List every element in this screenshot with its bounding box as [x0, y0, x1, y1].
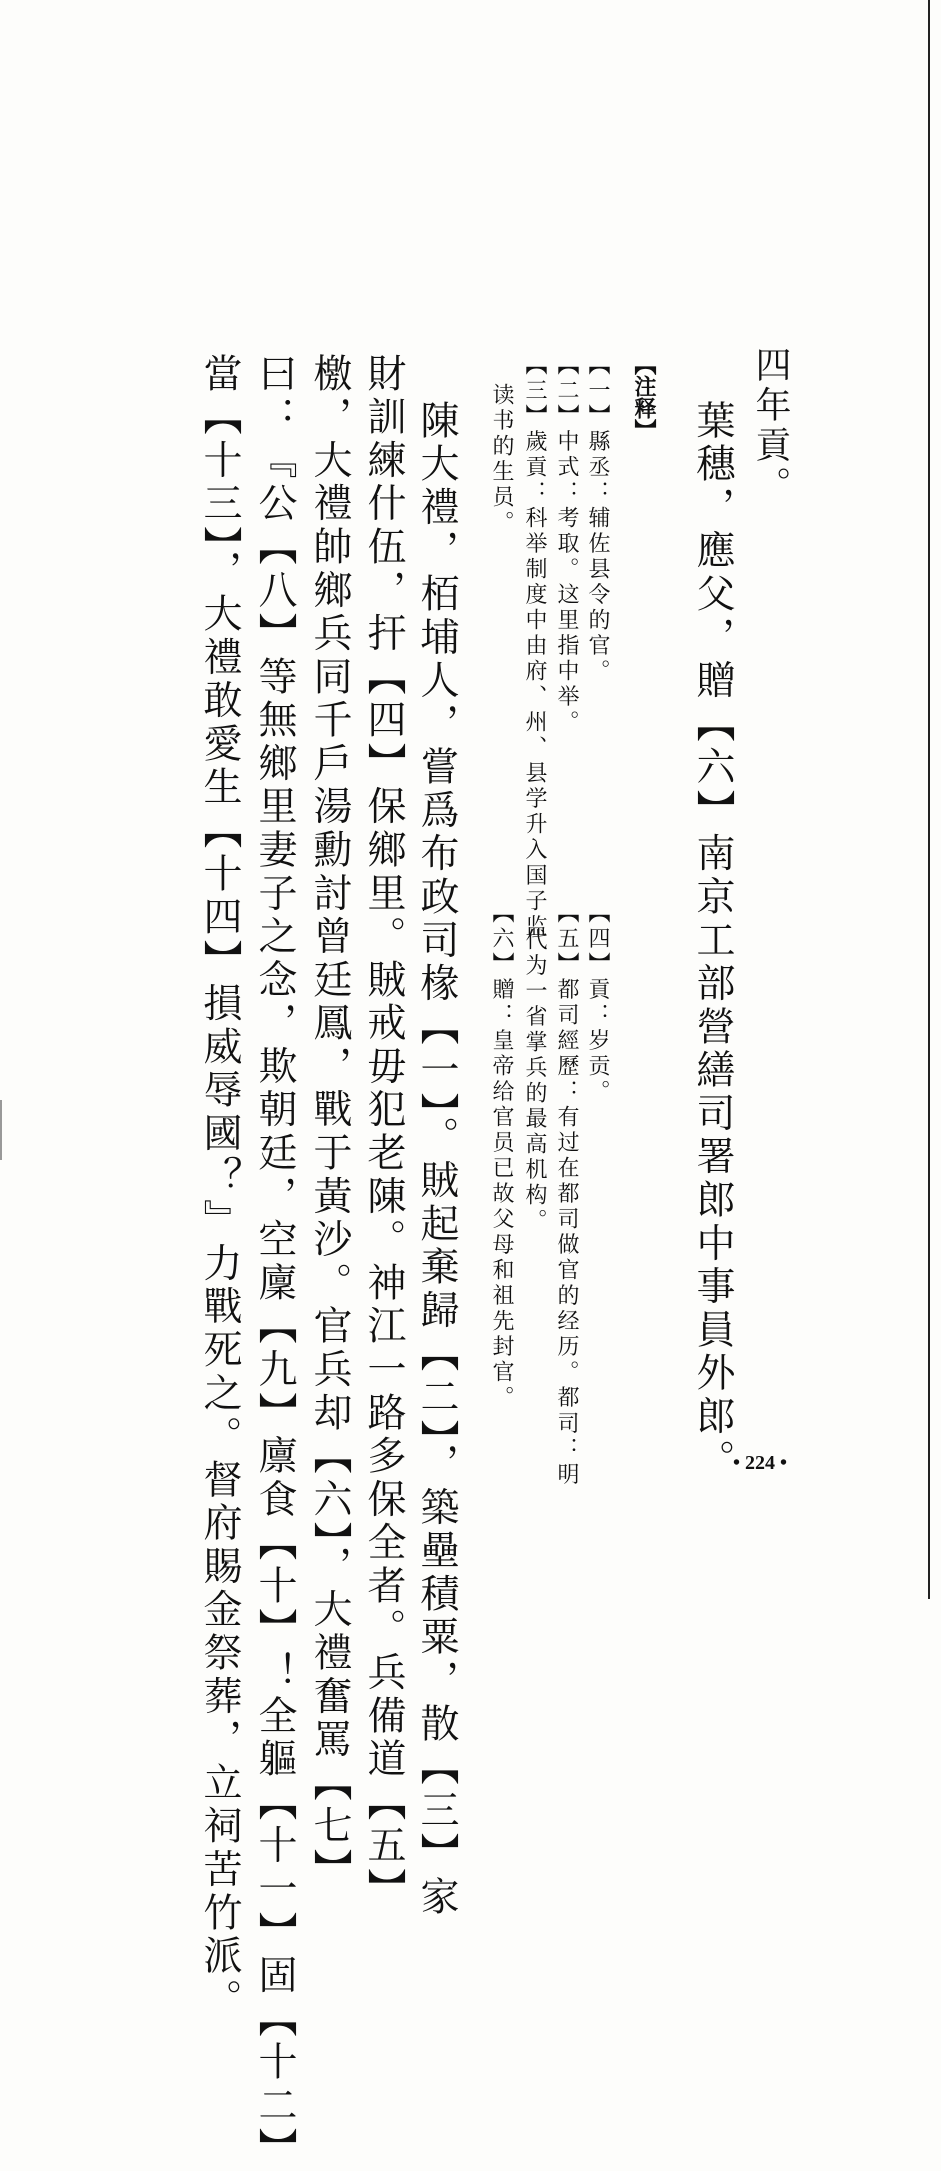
note-1: 【一】縣丞：辅佐县令的官。	[585, 353, 610, 685]
notes-heading: 【注释】	[631, 353, 657, 441]
page-number: • 224 •	[733, 1452, 788, 1474]
note-3: 【三】歲貢：科举制度中由府、州、县学升入国子监	[522, 353, 547, 940]
note-3-cont: 读书的生员。	[489, 383, 514, 537]
text-col-7: 當【十三】，大禮敢愛生【十四】損威辱國？』力戰死之。督府賜金祭葬，立祠苦竹派。	[197, 353, 242, 2022]
page-edge-line	[928, 0, 930, 1599]
text-col-5: 檄，大禮帥鄉兵同千戶湯勳討曾廷鳳，戰于黃沙。官兵却【六】，大禮奮罵【七】	[307, 353, 352, 1892]
text-col-2: 葉穗，應父，贈【六】南京工部營繕司署郎中事員外郎。	[690, 400, 735, 1483]
text-col-4: 財訓練什伍，扞【四】保鄉里。賊戒毋犯老陳。神江一路多保全者。兵備道【五】	[361, 353, 406, 1912]
note-5-cont: 代为一省掌兵的最高机构。	[522, 928, 547, 1235]
note-4: 【四】貢：岁贡。	[585, 901, 610, 1106]
note-6: 【六】贈：皇帝给官员已故父母和祖先封官。	[489, 901, 514, 1412]
text-col-6: 曰：『公【八】等無鄉里妻子之念，欺朝廷，空廩【九】廪食【十】！全軀【十一】固【十二】	[252, 353, 297, 2171]
note-5: 【五】都司經歷：有过在都司做官的经历。都司：明	[554, 901, 579, 1488]
note-2: 【二】中式：考取。这里指中举。	[554, 353, 579, 736]
text-col-1: 四年貢。	[750, 346, 791, 506]
page-edge-mark	[0, 1100, 2, 1160]
text-col-3: 陳大禮，栢埔人，嘗爲布政司椽【一】。賊起棄歸【二】，築壘積粟，散【三】家	[414, 400, 459, 1920]
